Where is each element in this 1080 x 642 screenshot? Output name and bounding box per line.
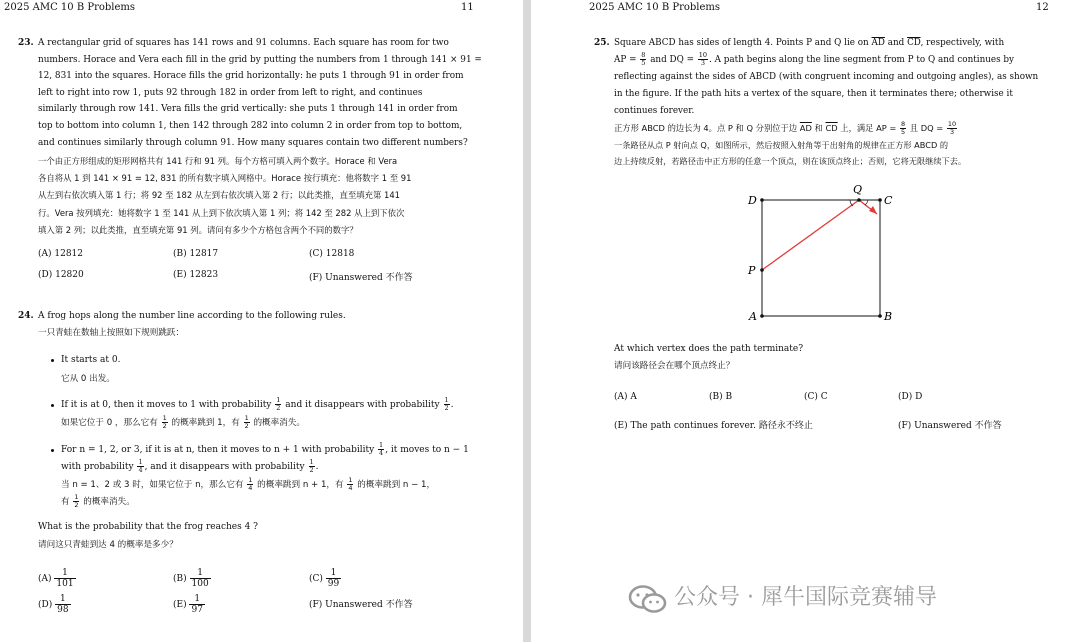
- page-number: 11: [461, 2, 474, 13]
- rule-3-cont: with probability $\frac{1}{4}$ , and it disappears with probability $\frac{1}{2}$ .: [61, 458, 319, 474]
- text-line: similarly through row 141. Vera fills the grid vertically: she puts 1 through 141 in order from: [38, 104, 458, 115]
- problem-24-question: What is the probability that the frog reaches 4 ?: [38, 522, 258, 532]
- problem-25-line-zh-1: 正方形 ABCD 的边长为 4。点 P 和 Q 分别位于边 $\overline{AD}$ 和 $\overline{CD}$ 上，满足 AP = $\frac{8}{5}$ 且 DQ = $\frac{10}{3}$: [614, 120, 957, 136]
- label-d: D: [748, 194, 757, 207]
- rule-1-zh: 它从 0 出发。: [61, 374, 115, 384]
- rule-3: For n = 1, 2, or 3, if it is at n, then it moves to n + 1 with probability $\frac{1}{4}$ , it moves to n − 1: [61, 441, 469, 457]
- label-c: C: [884, 194, 893, 207]
- rule-3-zh: 当 n = 1、2 或 3 时，如果它位于 n，那么它有 $\frac{1}{4}$ 的概率跳到 n + 1，有 $\frac{1}{4}$ 的概率跳到 n − 1，: [61, 476, 436, 492]
- problem-number: 24.: [18, 311, 34, 321]
- arrow-head-icon: [869, 206, 877, 214]
- text-line: 12, 831 into the squares. Horace fills the grid horizontally: he puts 1 through 91 in order from: [38, 71, 464, 82]
- choice-b[interactable]: (B) $\frac{1}{100}$: [173, 568, 209, 589]
- bullet-icon: [51, 449, 54, 452]
- vertex-d: [760, 198, 764, 202]
- choice-a[interactable]: (A) A: [614, 392, 637, 402]
- text-line: and continues similarly through column 91. How many squares contain two different numbers?: [38, 137, 468, 148]
- choice-c[interactable]: (C) C: [804, 392, 828, 402]
- rule-3-zh-cont: 有 $\frac{1}{2}$ 的概率消失。: [61, 493, 135, 509]
- right-page: [531, 0, 1080, 642]
- problem-24-intro: A frog hops along the number line according to the following rules.: [38, 311, 346, 321]
- point-q: [857, 198, 861, 202]
- label-q: Q: [853, 183, 863, 196]
- choice-e[interactable]: (E) 12823: [173, 270, 219, 280]
- bullet-icon: [51, 404, 54, 407]
- page-header-title: 2025 AMC 10 B Problems: [589, 2, 721, 13]
- choice-f[interactable]: (F) Unanswered 不作答: [309, 600, 413, 610]
- point-p: [760, 268, 764, 272]
- choice-a[interactable]: (A) 12812: [38, 249, 84, 259]
- problem-25-line-2: AP = $\frac{8}{5}$ and DQ = $\frac{10}{3}$ . A path begins along the line segment from P to Q and continues by: [614, 51, 1015, 67]
- text-line: in the figure. If the path hits a vertex of the square, then it terminates there; otherwise it: [614, 88, 1013, 99]
- choice-d[interactable]: (D) 12820: [38, 270, 84, 280]
- square-figure: [736, 180, 936, 330]
- label-p: P: [748, 264, 756, 277]
- vertex-a: [760, 314, 764, 318]
- rule-2: If it is at 0, then it moves to 1 with probability $\frac{1}{2}$ and it disappears with probability $\frac{1}{2}$ .: [61, 396, 454, 412]
- text-line: numbers. Horace and Vera each fill in the grid by putting the numbers from 1 through 141 × 91 =: [38, 54, 482, 65]
- vertex-c: [878, 198, 882, 202]
- problem-number: 25.: [594, 38, 610, 48]
- left-page: [0, 0, 523, 642]
- choice-d[interactable]: (D) $\frac{1}{98}$: [38, 594, 69, 615]
- watermark-text: 公众号 · 犀牛国际竞赛辅导: [674, 585, 937, 610]
- path-pq: [762, 200, 859, 270]
- problem-25-line-1: Square ABCD has sides of length 4. Points P and Q lie on $\overline{AD}$ and $\overline{CD}$, respectively, with: [614, 38, 1005, 48]
- label-a: A: [749, 310, 757, 323]
- choice-b[interactable]: (B) 12817: [173, 249, 219, 259]
- choice-e[interactable]: (E) $\frac{1}{97}$: [173, 594, 203, 615]
- angle-mark-icon: [865, 200, 868, 205]
- text-line: 各自将从 1 到 141 × 91 = 12, 831 的所有数字填入网格中。Horace 按行填充：他将数字 1 至 91: [38, 173, 412, 184]
- problem-25-question-zh: 请问该路径会在哪个顶点终止？: [614, 361, 735, 371]
- text-line: 填入第 2 列；以此类推，直至填充第 91 列。请问有多少个方格包含两个不同的数字？: [38, 224, 358, 235]
- text-line: left to right into row 1, puts 92 through 182 in order from left to right, and continues: [38, 87, 423, 98]
- choice-e[interactable]: (E) The path continues forever. 路径永不终止: [614, 421, 813, 431]
- text-line: A rectangular grid of squares has 141 rows and 91 columns. Each square has room for two: [38, 38, 449, 48]
- choice-f[interactable]: (F) Unanswered 不作答: [309, 273, 413, 283]
- choice-b[interactable]: (B) B: [709, 392, 733, 402]
- page-header-title: 2025 AMC 10 B Problems: [4, 2, 136, 13]
- bullet-icon: [51, 359, 54, 362]
- problem-number: 23.: [18, 38, 34, 48]
- choice-f[interactable]: (F) Unanswered 不作答: [898, 421, 1002, 431]
- text-line: 一个由正方形组成的矩形网格共有 141 行和 91 列。每个方格可填入两个数字。Horace 和 Vera: [38, 156, 398, 166]
- wechat-icon: [628, 584, 668, 614]
- problem-24-question-zh: 请问这只青蛙到达 4 的概率是多少？: [38, 540, 178, 550]
- rule-2-zh: 如果它位于 0 ，那么它有 $\frac{1}{2}$ 的概率跳到 1，有 $\frac{1}{2}$ 的概率消失。: [61, 414, 306, 430]
- vertex-b: [878, 314, 882, 318]
- choice-c[interactable]: (C) $\frac{1}{99}$: [309, 568, 340, 589]
- label-b: B: [884, 310, 893, 323]
- text-line: top to bottom into column 1, then 142 through 282 into column 2 in order from top to bottom,: [38, 121, 463, 131]
- page-number: 12: [1036, 2, 1049, 13]
- problem-25-question: At which vertex does the path terminate?: [614, 344, 804, 354]
- choice-d[interactable]: (D) D: [898, 392, 923, 402]
- text-line: 边上持续反射，若路径击中正方形的任意一个顶点，则在该顶点终止；否则，它将无限继续下去。: [614, 156, 967, 167]
- choice-a[interactable]: (A) $\frac{1}{101}$: [38, 568, 74, 589]
- text-line: 一条路径从点 P 射向点 Q，如图所示，然后按照入射角等于出射角的规律在正方形 ABCD 的: [614, 140, 949, 150]
- text-line: reflecting against the sides of ABCD (with congruent incoming and outgoing angles), as shown: [614, 72, 1039, 82]
- text-line: 行。Vera 按列填充：她将数字 1 至 141 从上到下依次填入第 1 列；将 142 至 282 从上到下依次: [38, 207, 405, 218]
- choice-c[interactable]: (C) 12818: [309, 249, 355, 259]
- text-line: continues forever.: [614, 105, 695, 116]
- text-line: 从左到右依次填入第 1 行；将 92 至 182 从左到右依次填入第 2 行；以此类推，直至填充第 141: [38, 190, 400, 201]
- problem-24-intro-zh: 一只青蛙在数轴上按照如下规则跳跃：: [38, 328, 185, 338]
- rule-1: It starts at 0.: [61, 355, 121, 365]
